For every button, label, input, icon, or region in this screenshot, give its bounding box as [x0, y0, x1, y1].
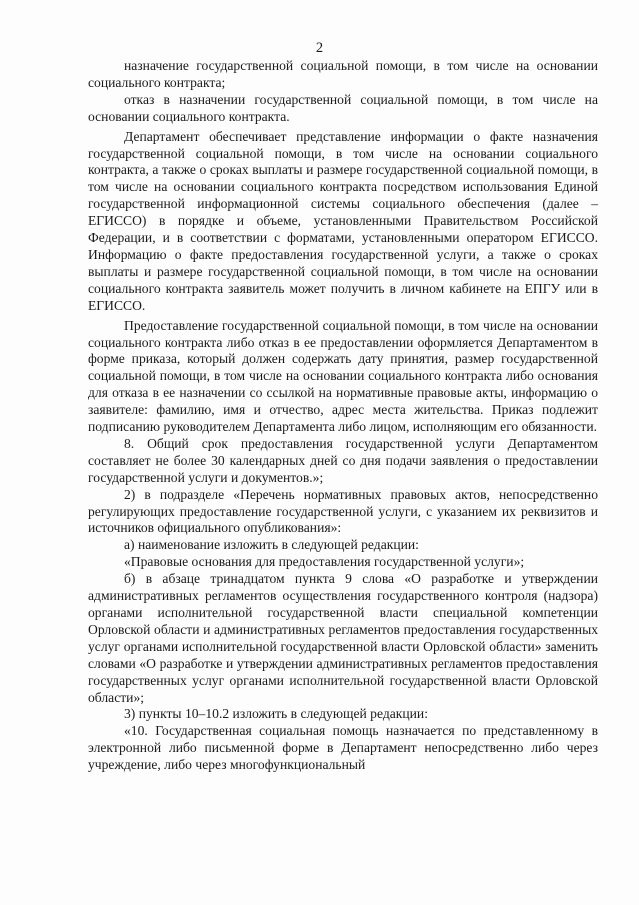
paragraph: «Правовые основания для предоставления государственной услуги»; [124, 554, 525, 570]
paragraph: 2) в подразделе «Перечень нормативных правовых актов, непосредственно регулирующих предоставление государственной услуги, с указанием их реквизитов и источников официального опубликования»: [88, 486, 598, 536]
document-body [88, 58, 598, 774]
paragraph: б) в абзаце тринадцатом пункта 9 слова «О разработке и утверждении административных регламентов осуществления государственного контроля (надзора) органами исполнительной государственной власти специальной компетенции Орловской области и административных регламентов предоставления государственных услуг органами исполнительной государственной власти Орловской области» заменить словами «О разработке и утверждении административных регламентов предоставления государственных услуг органами исполнительной государственной власти Орловской области»; [88, 571, 598, 705]
page-number: 2 [315, 40, 324, 56]
paragraph: 3) пункты 10–10.2 изложить в следующей редакции: [124, 706, 428, 722]
paragraph: 8. Общий срок предоставления государственной услуги Департаментом составляет не более 30 календарных дней со дня подачи заявления о предоставлении государственной услуги и документов.»; [88, 435, 598, 485]
paragraph: «10. Государственная социальная помощь назначается по представленному в электронной либо письменной форме в Департамент непосредственно либо через учреждение, либо через многофункциональный [88, 723, 598, 773]
paragraph: Департамент обеспечивает представление информации о факте назначения государственной социальной помощи, в том числе на основании социального контракта, а также о сроках выплаты и размере государственной социальной помощи, в том числе на основании социального контракта посредством использования Единой государственной информационной системы социального обеспечения (далее – ЕГИССО) в порядке и объеме, установленными Правительством Российской Федерации, и в соответствии с форматами, установленными оператором ЕГИССО. Информацию о факте предоставления государственной услуги, а также о сроках выплаты и размере государственной социальной помощи, в том числе на основании социального контракта заявитель может получить в личном кабинете на ЕПГУ или в ЕГИССО. [88, 128, 598, 313]
paragraph: Предоставление государственной социальной помощи, в том числе на основании социального контракта либо отказ в ее предоставлении оформляется Департаментом в форме приказа, который должен содержать дату принятия, размер государственной социальной помощи, в том числе на основании социального контракта либо основания для отказа в ее назначении со ссылкой на нормативные правовые акты, информацию о заявителе: фамилию, имя и отчество, адрес места жительства. Приказ подлежит подписанию руководителем Департамента либо лицом, исполняющим его обязанности. [88, 317, 598, 435]
paragraph: а) наименование изложить в следующей редакции: [124, 537, 419, 553]
paragraph: назначение государственной социальной помощи, в том числе на основании социального контракта; [88, 58, 598, 90]
paragraph: отказ в назначении государственной социальной помощи, в том числе на основании социального контракта. [88, 91, 598, 124]
